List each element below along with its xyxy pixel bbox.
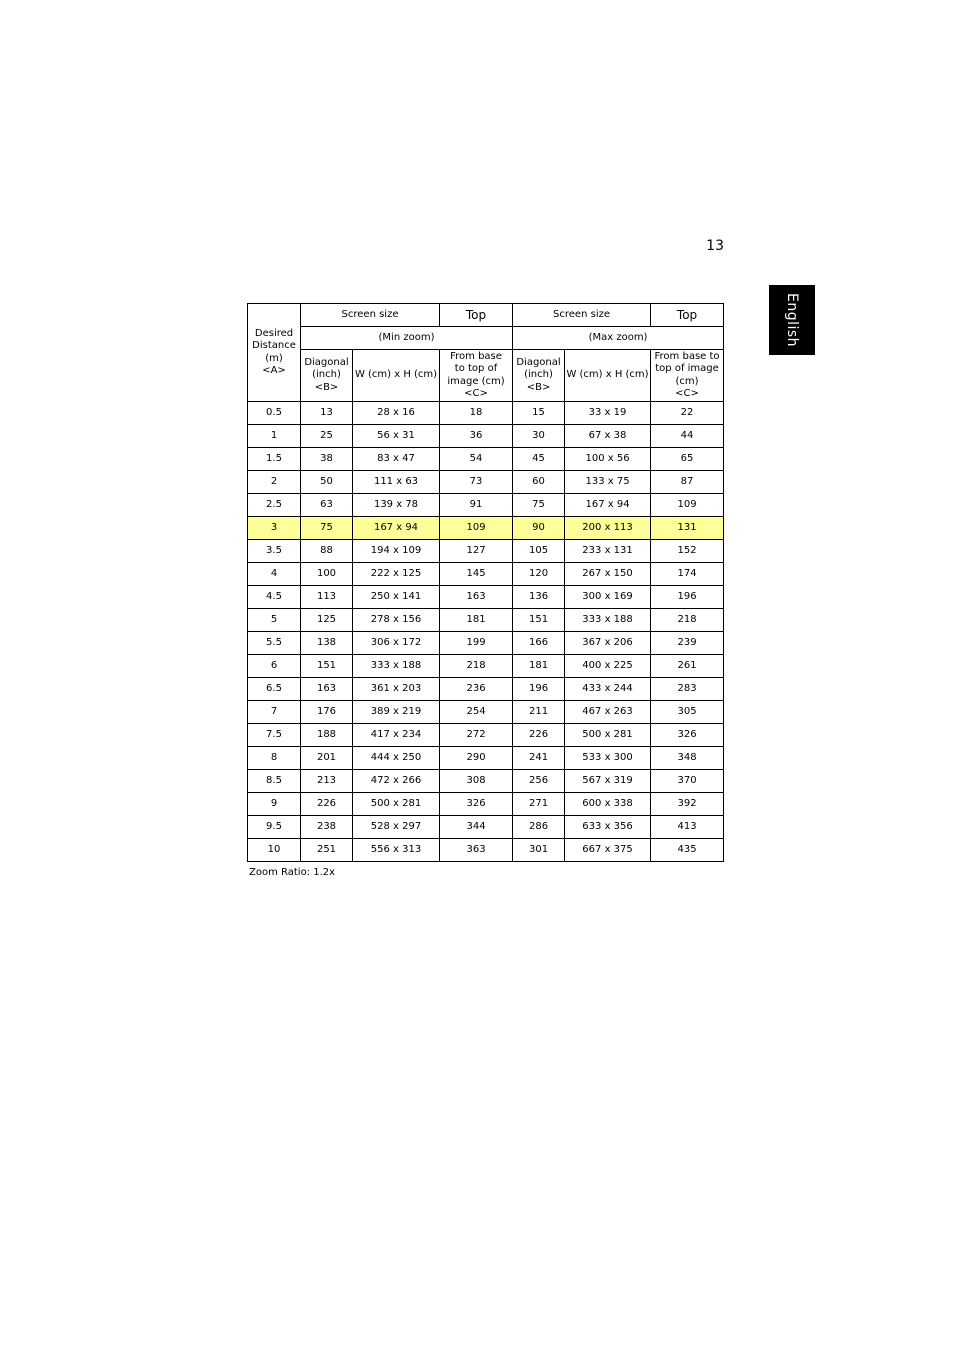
cell-diagonal-min: 38 [301, 448, 353, 471]
cell-distance: 6.5 [248, 678, 301, 701]
cell-base-top-min: 308 [440, 770, 513, 793]
cell-wxh-min: 167 x 94 [353, 517, 440, 540]
header-base-top-max: From base to top of image (cm) <C> [651, 350, 724, 402]
cell-wxh-min: 194 x 109 [353, 540, 440, 563]
cell-base-top-max: 283 [651, 678, 724, 701]
cell-base-top-min: 290 [440, 747, 513, 770]
language-tab [769, 285, 815, 355]
cell-base-top-max: 261 [651, 655, 724, 678]
table-row [248, 563, 724, 586]
cell-base-top-min: 127 [440, 540, 513, 563]
cell-base-top-min: 236 [440, 678, 513, 701]
cell-wxh-max: 600 x 338 [565, 793, 651, 816]
cell-base-top-min: 254 [440, 701, 513, 724]
cell-base-top-max: 174 [651, 563, 724, 586]
cell-base-top-min: 145 [440, 563, 513, 586]
cell-diagonal-max: 181 [513, 655, 565, 678]
cell-base-top-max: 435 [651, 839, 724, 862]
cell-wxh-max: 433 x 244 [565, 678, 651, 701]
cell-wxh-min: 56 x 31 [353, 425, 440, 448]
cell-distance: 3 [248, 517, 301, 540]
cell-diagonal-max: 90 [513, 517, 565, 540]
cell-base-top-max: 44 [651, 425, 724, 448]
cell-diagonal-min: 50 [301, 471, 353, 494]
page-number: 13 [706, 238, 724, 254]
cell-diagonal-max: 75 [513, 494, 565, 517]
cell-distance: 0.5 [248, 402, 301, 425]
cell-base-top-min: 36 [440, 425, 513, 448]
cell-diagonal-max: 30 [513, 425, 565, 448]
cell-wxh-max: 633 x 356 [565, 816, 651, 839]
cell-distance: 4.5 [248, 586, 301, 609]
cell-distance: 8 [248, 747, 301, 770]
cell-diagonal-max: 105 [513, 540, 565, 563]
cell-base-top-max: 22 [651, 402, 724, 425]
cell-diagonal-min: 226 [301, 793, 353, 816]
cell-diagonal-max: 301 [513, 839, 565, 862]
cell-wxh-max: 167 x 94 [565, 494, 651, 517]
table-row [248, 701, 724, 724]
cell-base-top-min: 326 [440, 793, 513, 816]
header-screen-size-min: Screen size [301, 304, 440, 327]
table-row [248, 839, 724, 862]
cell-diagonal-max: 151 [513, 609, 565, 632]
cell-wxh-max: 367 x 206 [565, 632, 651, 655]
cell-diagonal-min: 63 [301, 494, 353, 517]
cell-wxh-max: 33 x 19 [565, 402, 651, 425]
cell-base-top-max: 152 [651, 540, 724, 563]
header-wxh-max: W (cm) x H (cm) [565, 350, 651, 402]
header-screen-size-max: Screen size [513, 304, 651, 327]
cell-diagonal-min: 125 [301, 609, 353, 632]
cell-diagonal-max: 196 [513, 678, 565, 701]
table-row [248, 747, 724, 770]
cell-diagonal-min: 251 [301, 839, 353, 862]
cell-distance: 1 [248, 425, 301, 448]
cell-wxh-max: 567 x 319 [565, 770, 651, 793]
cell-wxh-max: 500 x 281 [565, 724, 651, 747]
table-row [248, 793, 724, 816]
cell-base-top-min: 18 [440, 402, 513, 425]
cell-diagonal-max: 256 [513, 770, 565, 793]
cell-wxh-min: 111 x 63 [353, 471, 440, 494]
cell-diagonal-min: 138 [301, 632, 353, 655]
cell-wxh-min: 83 x 47 [353, 448, 440, 471]
cell-wxh-max: 400 x 225 [565, 655, 651, 678]
table-row [248, 816, 724, 839]
cell-diagonal-min: 75 [301, 517, 353, 540]
cell-base-top-max: 326 [651, 724, 724, 747]
cell-base-top-max: 131 [651, 517, 724, 540]
cell-base-top-min: 91 [440, 494, 513, 517]
cell-distance: 9.5 [248, 816, 301, 839]
cell-base-top-max: 392 [651, 793, 724, 816]
cell-distance: 5 [248, 609, 301, 632]
language-tab-label: English [784, 292, 800, 348]
cell-wxh-max: 100 x 56 [565, 448, 651, 471]
cell-base-top-min: 199 [440, 632, 513, 655]
cell-wxh-min: 417 x 234 [353, 724, 440, 747]
cell-distance: 7 [248, 701, 301, 724]
cell-distance: 4 [248, 563, 301, 586]
cell-distance: 9 [248, 793, 301, 816]
cell-base-top-min: 163 [440, 586, 513, 609]
cell-base-top-min: 181 [440, 609, 513, 632]
cell-diagonal-max: 226 [513, 724, 565, 747]
cell-base-top-min: 272 [440, 724, 513, 747]
cell-wxh-min: 500 x 281 [353, 793, 440, 816]
cell-base-top-max: 348 [651, 747, 724, 770]
cell-wxh-min: 222 x 125 [353, 563, 440, 586]
cell-diagonal-min: 25 [301, 425, 353, 448]
header-top-min: Top [440, 304, 513, 327]
cell-diagonal-min: 238 [301, 816, 353, 839]
table-row [248, 402, 724, 425]
cell-base-top-min: 73 [440, 471, 513, 494]
cell-wxh-min: 556 x 313 [353, 839, 440, 862]
table-row [248, 425, 724, 448]
table-row [248, 586, 724, 609]
header-wxh-min: W (cm) x H (cm) [353, 350, 440, 402]
cell-diagonal-min: 163 [301, 678, 353, 701]
table-row [248, 655, 724, 678]
header-diagonal-max: Diagonal (inch) <B> [513, 350, 565, 402]
cell-base-top-min: 218 [440, 655, 513, 678]
table-row [248, 448, 724, 471]
cell-base-top-max: 218 [651, 609, 724, 632]
cell-diagonal-max: 271 [513, 793, 565, 816]
header-top-max: Top [651, 304, 724, 327]
cell-distance: 5.5 [248, 632, 301, 655]
cell-base-top-max: 370 [651, 770, 724, 793]
cell-base-top-min: 363 [440, 839, 513, 862]
cell-distance: 2.5 [248, 494, 301, 517]
cell-wxh-max: 300 x 169 [565, 586, 651, 609]
cell-wxh-min: 139 x 78 [353, 494, 440, 517]
cell-wxh-min: 306 x 172 [353, 632, 440, 655]
cell-wxh-max: 200 x 113 [565, 517, 651, 540]
cell-diagonal-max: 120 [513, 563, 565, 586]
cell-diagonal-max: 15 [513, 402, 565, 425]
cell-diagonal-min: 100 [301, 563, 353, 586]
table-row [248, 632, 724, 655]
cell-diagonal-min: 88 [301, 540, 353, 563]
cell-diagonal-min: 213 [301, 770, 353, 793]
table-row [248, 471, 724, 494]
cell-diagonal-min: 113 [301, 586, 353, 609]
table-row [248, 770, 724, 793]
cell-diagonal-min: 201 [301, 747, 353, 770]
cell-distance: 8.5 [248, 770, 301, 793]
cell-diagonal-min: 13 [301, 402, 353, 425]
header-desired-distance: Desired Distance (m) <A> [248, 304, 301, 402]
cell-wxh-min: 333 x 188 [353, 655, 440, 678]
header-min-zoom: (Min zoom) [301, 327, 513, 350]
table-row [248, 724, 724, 747]
table-row [248, 609, 724, 632]
zoom-ratio-note: Zoom Ratio: 1.2x [249, 867, 336, 878]
cell-wxh-max: 467 x 263 [565, 701, 651, 724]
cell-base-top-max: 196 [651, 586, 724, 609]
cell-wxh-min: 389 x 219 [353, 701, 440, 724]
cell-wxh-max: 233 x 131 [565, 540, 651, 563]
cell-base-top-max: 305 [651, 701, 724, 724]
cell-wxh-min: 472 x 266 [353, 770, 440, 793]
cell-diagonal-max: 60 [513, 471, 565, 494]
cell-base-top-max: 65 [651, 448, 724, 471]
cell-wxh-max: 67 x 38 [565, 425, 651, 448]
cell-wxh-max: 133 x 75 [565, 471, 651, 494]
cell-diagonal-max: 45 [513, 448, 565, 471]
cell-wxh-max: 267 x 150 [565, 563, 651, 586]
cell-distance: 10 [248, 839, 301, 862]
cell-base-top-min: 54 [440, 448, 513, 471]
cell-wxh-max: 667 x 375 [565, 839, 651, 862]
cell-wxh-max: 533 x 300 [565, 747, 651, 770]
cell-diagonal-max: 211 [513, 701, 565, 724]
cell-diagonal-max: 241 [513, 747, 565, 770]
cell-diagonal-min: 151 [301, 655, 353, 678]
table-row [248, 517, 724, 540]
table-row [248, 540, 724, 563]
cell-wxh-min: 361 x 203 [353, 678, 440, 701]
cell-distance: 2 [248, 471, 301, 494]
cell-base-top-max: 413 [651, 816, 724, 839]
header-max-zoom: (Max zoom) [513, 327, 724, 350]
cell-base-top-min: 344 [440, 816, 513, 839]
cell-wxh-min: 250 x 141 [353, 586, 440, 609]
cell-base-top-max: 109 [651, 494, 724, 517]
cell-distance: 3.5 [248, 540, 301, 563]
cell-distance: 7.5 [248, 724, 301, 747]
cell-diagonal-min: 176 [301, 701, 353, 724]
table-body [248, 402, 724, 862]
table-row [248, 494, 724, 517]
cell-base-top-max: 87 [651, 471, 724, 494]
cell-base-top-max: 239 [651, 632, 724, 655]
cell-wxh-min: 444 x 250 [353, 747, 440, 770]
table-row [248, 678, 724, 701]
cell-diagonal-max: 286 [513, 816, 565, 839]
cell-diagonal-max: 166 [513, 632, 565, 655]
cell-distance: 1.5 [248, 448, 301, 471]
cell-diagonal-min: 188 [301, 724, 353, 747]
cell-base-top-min: 109 [440, 517, 513, 540]
cell-distance: 6 [248, 655, 301, 678]
cell-wxh-min: 528 x 297 [353, 816, 440, 839]
header-base-top-min: From base to top of image (cm) <C> [440, 350, 513, 402]
cell-wxh-min: 28 x 16 [353, 402, 440, 425]
projection-distance-table [247, 303, 724, 862]
cell-wxh-min: 278 x 156 [353, 609, 440, 632]
cell-wxh-max: 333 x 188 [565, 609, 651, 632]
header-diagonal-min: Diagonal (inch) <B> [301, 350, 353, 402]
cell-diagonal-max: 136 [513, 586, 565, 609]
